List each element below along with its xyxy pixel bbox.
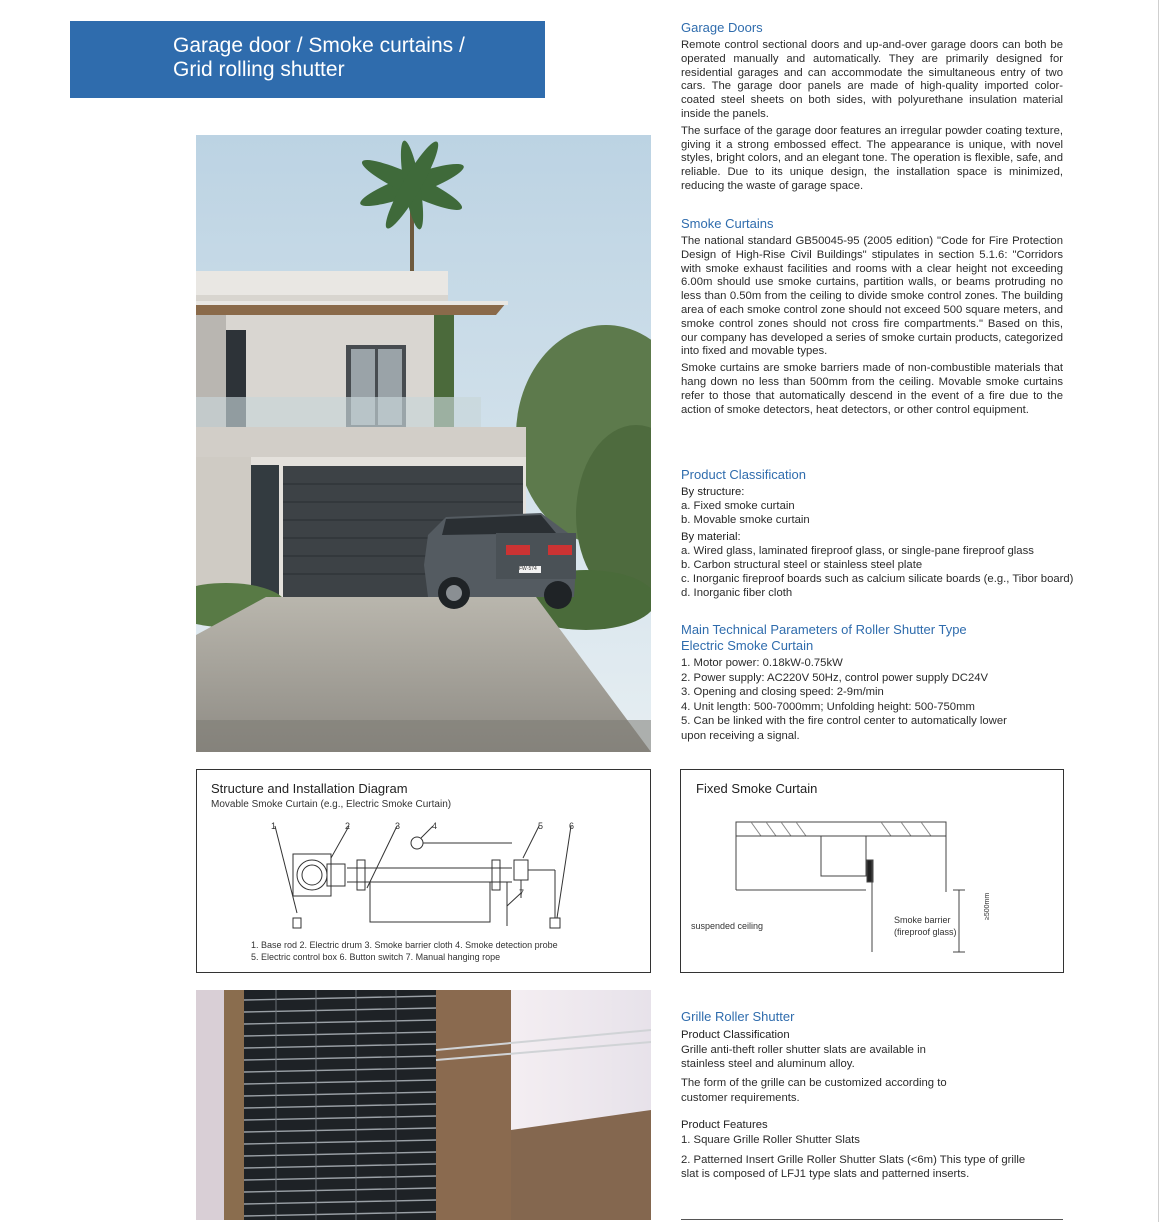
- callout-3: 3: [395, 821, 401, 831]
- grille-heading: Grille Roller Shutter: [681, 1009, 795, 1024]
- house-garage-photo: [196, 135, 651, 752]
- parameters-heading-line1: Main Technical Parameters of Roller Shutter Type: [681, 622, 967, 637]
- parameter-item: 1. Motor power: 0.18kW-0.75kW: [681, 657, 843, 669]
- fixed-label-barrier-line1: Smoke barrier: [894, 915, 951, 925]
- garage-doors-para1: Remote control sectional doors and up-and-over garage doors can both be operated manually and automatically. They are primarily designed for residential garages and can accommodate the simultaneous entry of two cars. The garage door panels are made of high-quality imported color-coated steel sheets on both sides, with polyurethane insulation material inside the panels.: [681, 39, 1063, 120]
- material-item: c. Inorganic fireproof boards such as calcium silicate boards (e.g., Tibor board): [681, 572, 1074, 585]
- parameter-item: 4. Unit length: 500-7000mm; Unfolding height: 500-750mm: [681, 700, 975, 713]
- callout-1: 1: [271, 821, 277, 831]
- grille-class-line2: stainless steel and aluminum alloy.: [681, 1058, 855, 1071]
- grille-form-line2: customer requirements.: [681, 1091, 800, 1104]
- structure-diagram-subtitle: Movable Smoke Curtain (e.g., Electric Smoke Curtain): [211, 799, 452, 810]
- section-title-line2: Grid rolling shutter: [173, 58, 345, 81]
- callout-7: 7: [519, 888, 525, 898]
- technical-parameters-section: [681, 622, 1063, 744]
- fixed-label-dimension: ≥500mm: [984, 892, 991, 920]
- material-item: d. Inorganic fiber cloth: [681, 586, 793, 599]
- callout-5: 5: [538, 821, 544, 831]
- structure-diagram-title: Structure and Installation Diagram: [211, 781, 408, 796]
- car-plate: FW·574: [519, 566, 537, 572]
- structure-item: b. Movable smoke curtain: [681, 513, 810, 526]
- structure-installation-diagram: [196, 769, 651, 973]
- fixed-diagram-title: Fixed Smoke Curtain: [696, 781, 818, 796]
- bottom-divider: [681, 1219, 1063, 1220]
- parameters-heading-line2: Electric Smoke Curtain: [681, 638, 814, 653]
- classification-heading: Product Classification: [681, 467, 806, 482]
- garage-doors-para2: The surface of the garage door features an irregular powder coating texture, giving it a strong embossed effect. The appearance is unique, with novel styles, bright colors, and an elegant tone. The operation is flexible, safe, and reliable. Due to its unique design, the installation space is minimized, reducing the waste of garage space.: [681, 124, 1063, 192]
- material-item: a. Wired glass, laminated fireproof glass, or single-pane fireproof glass: [681, 545, 1034, 558]
- grille-class-line1: Grille anti-theft roller shutter slats are available in: [681, 1043, 926, 1056]
- grille-shutter-photo: [196, 990, 651, 1220]
- section-title-banner: [70, 21, 545, 98]
- fixed-label-ceiling: suspended ceiling: [691, 921, 764, 931]
- garage-doors-section: [681, 20, 1063, 194]
- grille-roller-shutter-section: [681, 1009, 1063, 1182]
- smoke-curtains-para1: The national standard GB50045-95 (2005 edition) "Code for Fire Protection Design of High-Rise Civil Buildings" stipulates in section 5.1.6: "Corridors with smoke exhaust facilities and rooms with a clear height not exceeding 6.00m should use smoke curtains, partition walls, or beams protruding no less than 0.50m from the ceiling to divide smoke control zones. The building area of each smoke control zone should not exceed 500 square meters, and smoke control zones should not cross fire compartments." Based on this, our company has developed a series of smoke curtain products, categorized into fixed and movable types.: [681, 235, 1063, 358]
- callout-2: 2: [345, 821, 351, 831]
- material-item: b. Carbon structural steel or stainless steel plate: [681, 558, 923, 571]
- structure-legend-line1: 1. Base rod 2. Electric drum 3. Smoke barrier cloth 4. Smoke detection probe: [251, 940, 558, 950]
- garage-doors-heading: Garage Doors: [681, 20, 763, 35]
- grille-feature-1: 1. Square Grille Roller Shutter Slats: [681, 1133, 860, 1146]
- structure-item: a. Fixed smoke curtain: [681, 499, 795, 512]
- grille-form-line1: The form of the grille can be customized according to: [681, 1076, 947, 1089]
- parameter-item: 2. Power supply: AC220V 50Hz, control power supply DC24V: [681, 671, 989, 684]
- structure-diagram-drawing: [257, 818, 587, 936]
- fixed-smoke-curtain-diagram: [680, 769, 1064, 973]
- smoke-curtains-para2: Smoke curtains are smoke barriers made of non-combustible materials that hang down no less than 500mm from the ceiling. Movable smoke curtains refer to those that automatically descend in the event of a fire due to the action of smoke detectors, heat detectors, or other control equipment.: [681, 362, 1063, 416]
- parameter-item-cont: upon receiving a signal.: [681, 729, 800, 742]
- by-material-label: By material:: [681, 531, 741, 544]
- fixed-diagram-drawing: [731, 802, 1031, 962]
- grille-feature-2-line2: slat is composed of LFJ1 type slats and patterned inserts.: [681, 1168, 970, 1181]
- by-structure-label: By structure:: [681, 486, 745, 498]
- smoke-curtains-section: [681, 216, 1063, 417]
- parameter-item: 3. Opening and closing speed: 2-9m/min: [681, 686, 884, 699]
- product-classification-section: [681, 467, 1121, 600]
- section-title-line1: Garage door / Smoke curtains /: [173, 34, 465, 57]
- callout-4: 4: [432, 821, 438, 831]
- grille-classification-label: Product Classification: [681, 1029, 790, 1041]
- callout-6: 6: [569, 821, 575, 831]
- parameter-item: 5. Can be linked with the fire control center to automatically lower: [681, 715, 1007, 728]
- smoke-curtains-heading: Smoke Curtains: [681, 216, 774, 231]
- fixed-label-barrier-line2: (fireproof glass): [894, 927, 957, 937]
- car-illustration: [424, 513, 576, 609]
- structure-legend-line2: 5. Electric control box 6. Button switch 7. Manual hanging rope: [251, 952, 501, 962]
- grille-feature-2-line1: 2. Patterned Insert Grille Roller Shutter Slats (<6m) This type of grille: [681, 1153, 1026, 1166]
- page-edge-divider: [1158, 0, 1159, 1222]
- grille-features-label: Product Features: [681, 1119, 768, 1132]
